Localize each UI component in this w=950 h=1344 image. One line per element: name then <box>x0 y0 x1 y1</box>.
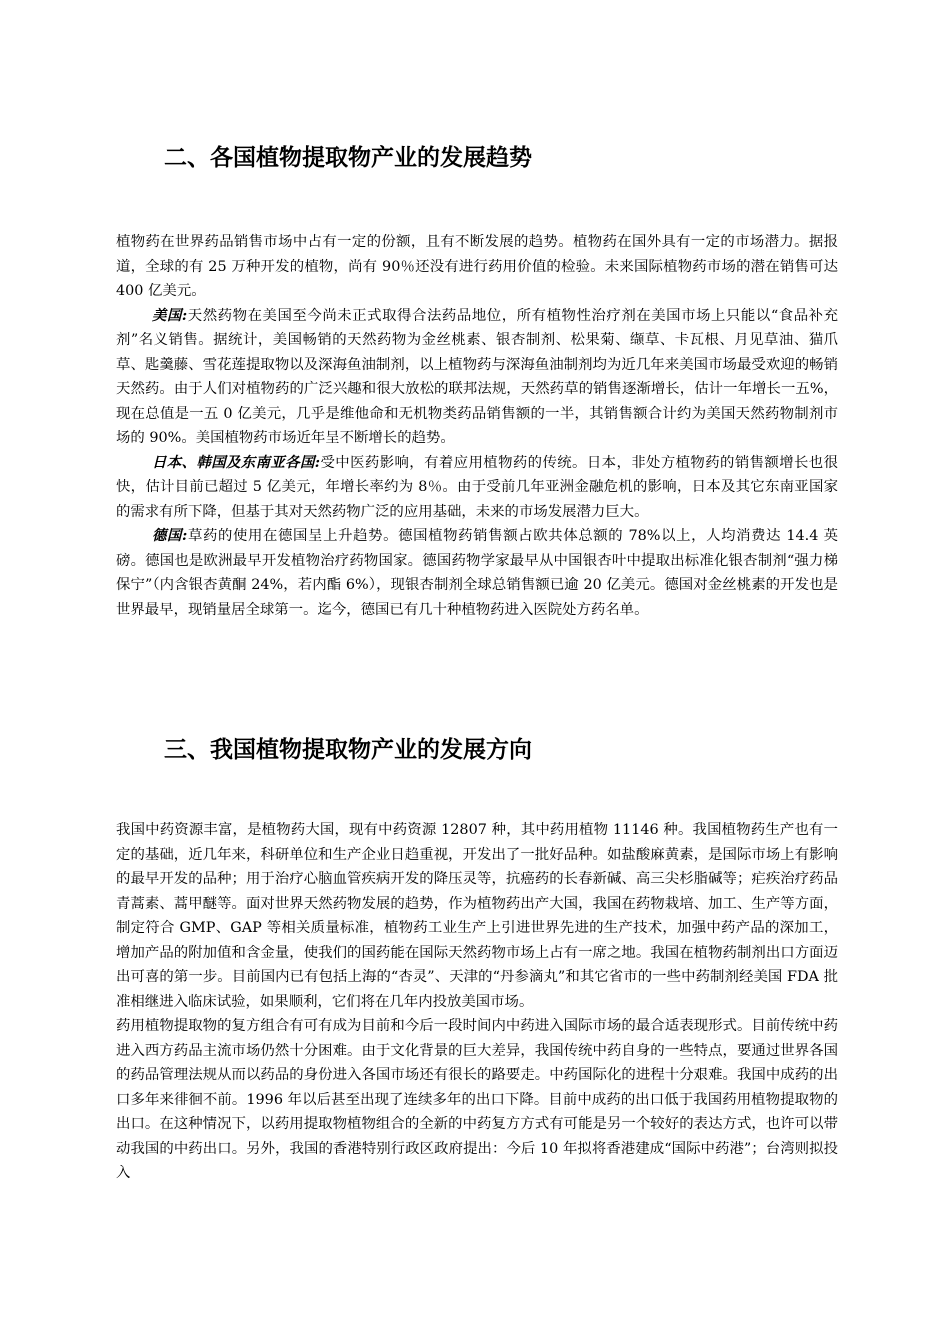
section-2-body <box>116 230 838 622</box>
section-3-paragraph-2: 药用植物提取物的复方组合有可有成为目前和今后一段时间内中药进入国际市场的最合适表现形式。目前传统中药进入西方药品主流市场仍然十分困难。由于文化背景的巨大差异，我国传统中药自身的一些特点，要通过世界各国的药品管理法规从而以药品的身份进入各国市场还有很长的路要走。中药国际化的进程十分艰难。我国中成药的出口多年来徘徊不前。1996 年以后甚至出现了连续多年的出口下降。目前中成药的出口低于我国药用植物提取物的出口。在这种情况下，以药用提取物植物组合的全新的中药复方方式有可能是另一个较好的表达方式，也许可以带动我国的中药出口。另外，我国的香港特别行政区政府提出：今后 10 年拟将香港建成“国际中药港”；台湾则拟投入 <box>116 1018 838 1181</box>
germany-text: 草药的使用在德国呈上升趋势。德国植物药销售额占欧共体总额的 78%以上，人均消费达 14.4 英磅。德国也是欧洲最早开发植物治疗药物国家。德国药物学家最早从中国银杏叶中提取出标准化银杏制剂“强力梯保宁”（内含银杏黄酮 24%，若内酯 6%），现银杏制剂全球总销售额已逾 20 亿美元。德国对金丝桃素的开发也是世界最早，现销量居全球第一。迄今，德国已有几十种植物药进入医院处方药名单。 <box>116 528 838 618</box>
section-3-paragraph-1: 我国中药资源丰富，是植物药大国，现有中药资源 12807 种，其中药用植物 11146 种。我国植物药生产也有一定的基础，近几年来，科研单位和生产企业日趋重视，开发出了一批好品种。如盐酸麻黄素，是国际市场上有影响的最早开发的品种；用于治疗心脑血管疾病开发的降压灵等，抗癌药的长春新碱、高三尖杉脂碱等；疟疾治疗药品青蒿素、蒿甲醚等。面对世界天然药物发展的趋势，作为植物药出产大国，我国在药物栽培、加工、生产等方面，制定符合 GMP、GAP 等相关质量标准，植物药工业生产上引进世界先进的生产技术，加强中药产品的深加工，增加产品的附加值和含金量，使我们的国药能在国际天然药物市场上占有一席之地。我国在植物药制剂出口方面迈出可喜的第一步。目前国内已有包括上海的“杏灵”、天津的“丹参滴丸”和其它省市的一些中药制剂经美国 FDA 批准相继进入临床试验，如果顺利，它们将在几年内投放美国市场。 <box>116 822 838 1010</box>
section-3-body <box>116 818 838 1186</box>
section-2-intro-paragraph: 植物药在世界药品销售市场中占有一定的份额，且有不断发展的趋势。植物药在国外具有一定的市场潜力。据报道，全球的有 25 万种开发的植物，尚有 90％还没有进行药用价值的检验。未来国际植物药市场的潜在销售可达 400 亿美元。 <box>116 234 838 299</box>
germany-lead-label: 德国: <box>152 527 188 544</box>
usa-text: 天然药物在美国至今尚未正式取得合法药品地位，所有植物性治疗剂在美国市场上只能以“食品补充剂”名义销售。据统计，美国畅销的天然药物为金丝桃素、银杏制剂、松果菊、缬草、卡瓦根、月见草油、猫爪草、匙羹藤、雪花莲提取物以及深海鱼油制剂，以上植物药与深海鱼油制剂均为近几年来美国市场最受欢迎的畅销天然药。由于人们对植物药的广泛兴趣和很大放松的联邦法规，天然药草的销售逐渐增长，估计一年增长一五%，现在总值是一五 0 亿美元，几乎是维他命和无机物类药品销售额的一半，其销售额合计约为美国天然药物制剂市场的 90%。美国植物药市场近年呈不断增长的趋势。 <box>116 307 838 446</box>
asia-paragraph <box>116 451 838 525</box>
asia-text: 受中医药影响，有着应用植物药的传统。日本，非处方植物药的销售额增长也很快，估计目前已超过 5 亿美元，年增长率约为 8％。由于受前几年亚洲金融危机的影响，日本及其它东南亚国家的需求有所下降，但基于其对天然药物广泛的应用基础，未来的市场发展潜力巨大。 <box>116 454 838 520</box>
section-2-heading: 二、各国植物提取物产业的发展趋势 <box>164 145 532 171</box>
usa-paragraph <box>116 304 838 451</box>
asia-lead-label: 日本、韩国及东南亚各国: <box>152 453 321 471</box>
section-3-heading: 三、我国植物提取物产业的发展方向 <box>164 737 532 763</box>
usa-lead-label: 美国: <box>152 306 188 324</box>
germany-paragraph <box>116 524 838 622</box>
